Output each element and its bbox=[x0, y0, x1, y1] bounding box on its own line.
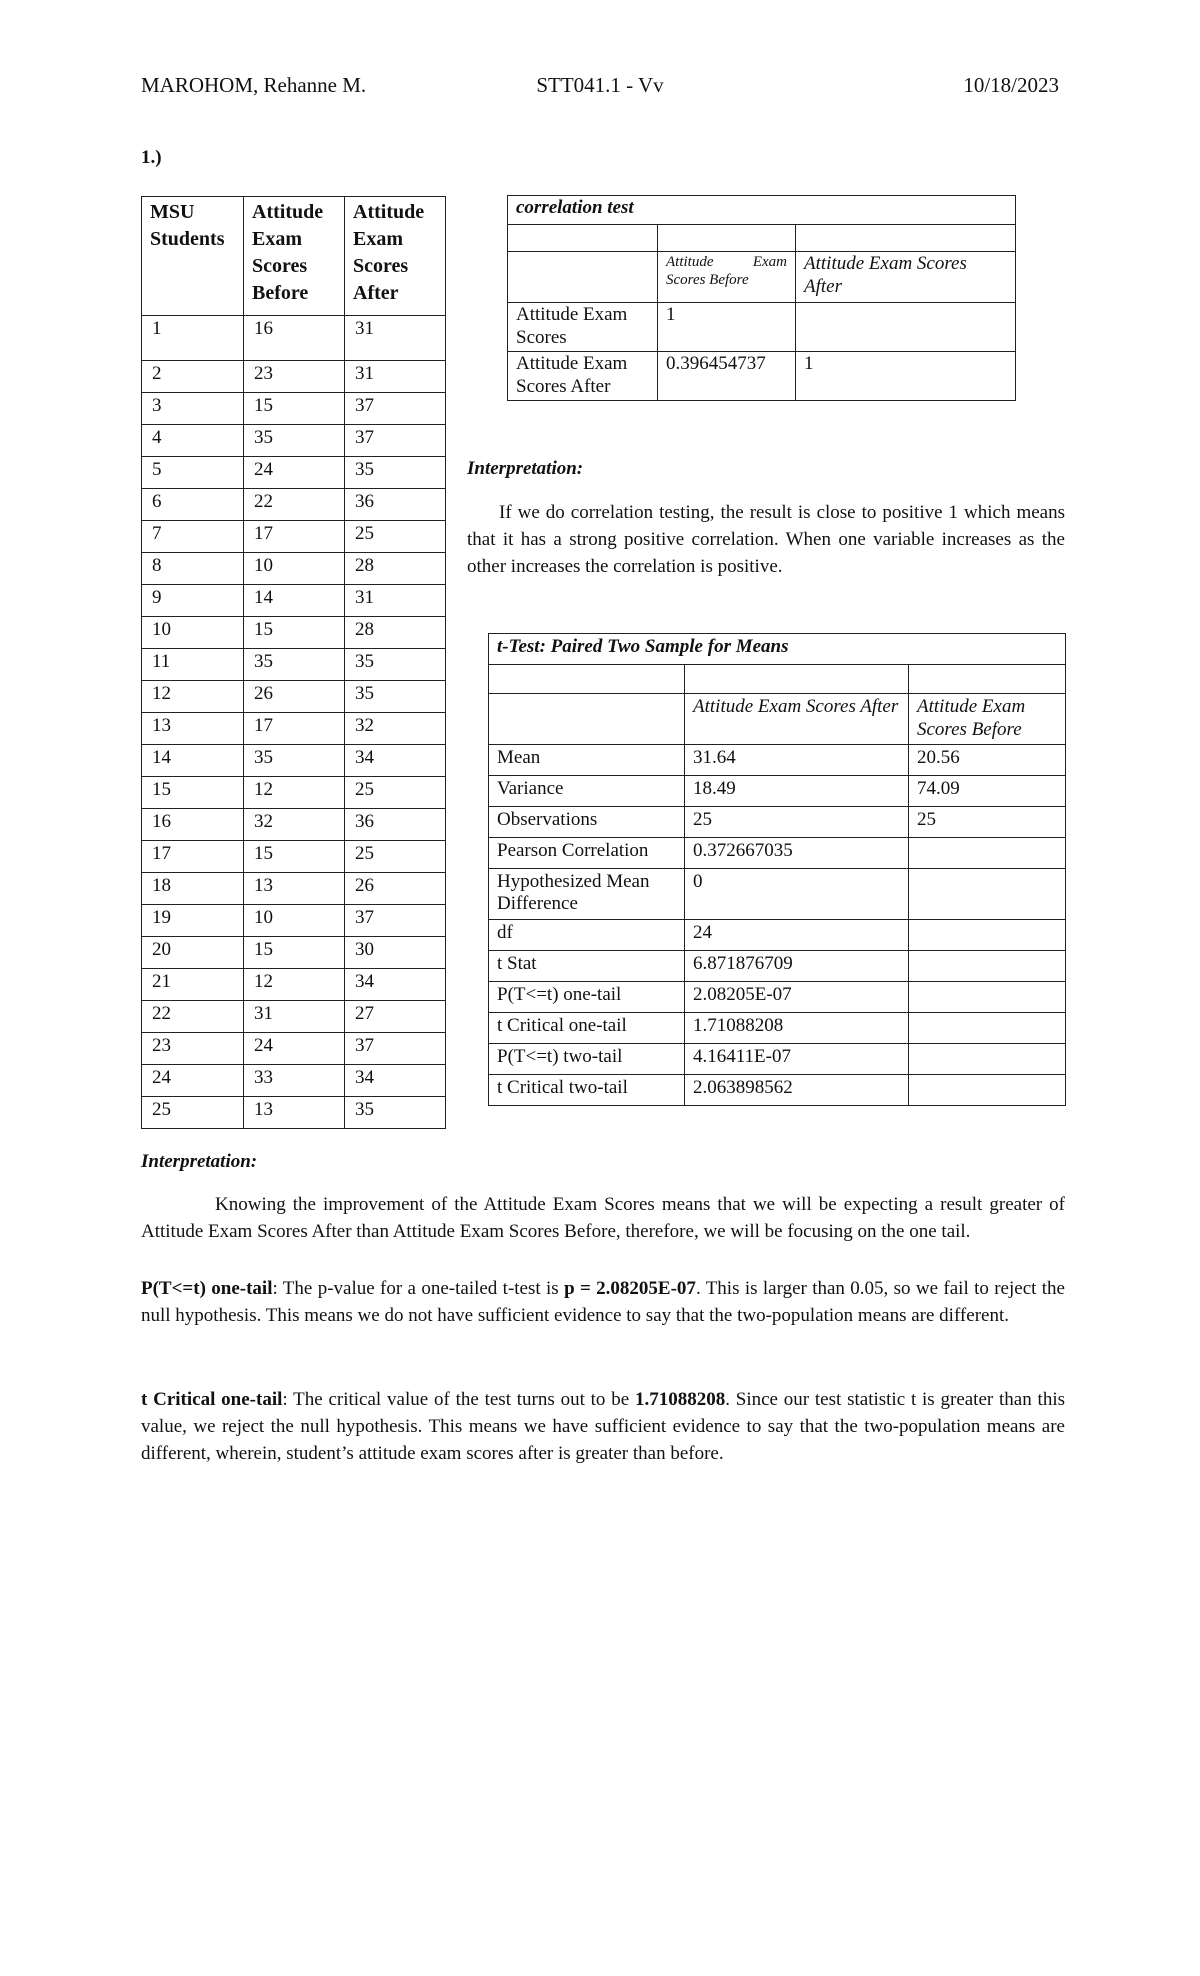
blank-cell bbox=[658, 225, 796, 252]
table-row bbox=[489, 1043, 1066, 1074]
score-after-cell: 34 bbox=[345, 969, 446, 1001]
score-after-cell: 25 bbox=[345, 521, 446, 553]
ttest-row-label: t Critical two-tail bbox=[489, 1074, 685, 1105]
corr-row2-label: Attitude Exam Scores After bbox=[508, 352, 658, 401]
table-row bbox=[142, 681, 446, 713]
author-name: MAROHOM, Rehanne M. bbox=[141, 73, 367, 97]
student-id-cell: 21 bbox=[142, 969, 244, 1001]
ttest-col-before: Attitude Exam Scores Before bbox=[909, 694, 1066, 745]
student-id-cell: 1 bbox=[142, 316, 244, 361]
blank-cell bbox=[489, 665, 685, 694]
blank-cell bbox=[685, 665, 909, 694]
corr-col-before: Attitude Exam Scores Before bbox=[658, 252, 796, 303]
document-date: 10/18/2023 bbox=[963, 73, 1059, 97]
score-before-cell: 14 bbox=[244, 585, 345, 617]
p3-bold-value: 1.71088208 bbox=[634, 1389, 726, 1410]
score-after-cell: 36 bbox=[345, 489, 446, 521]
score-after-cell: 25 bbox=[345, 841, 446, 873]
score-before-cell: 33 bbox=[244, 1065, 345, 1097]
score-after-cell: 35 bbox=[345, 649, 446, 681]
table-row bbox=[142, 841, 446, 873]
ttest-value-2 bbox=[909, 837, 1066, 868]
score-after-cell: 37 bbox=[345, 905, 446, 937]
student-id-cell: 17 bbox=[142, 841, 244, 873]
score-before-cell: 22 bbox=[244, 489, 345, 521]
table-row bbox=[142, 316, 446, 361]
student-id-cell: 20 bbox=[142, 937, 244, 969]
corr-row1-label: Attitude Exam Scores bbox=[508, 303, 658, 352]
page-header bbox=[141, 72, 1059, 100]
score-after-cell: 34 bbox=[345, 745, 446, 777]
table-row bbox=[142, 457, 446, 489]
ttest-value-1: 6.871876709 bbox=[685, 950, 909, 981]
student-id-cell: 4 bbox=[142, 425, 244, 457]
p2-label: P(T<=t) one-tail bbox=[141, 1278, 273, 1299]
ttest-row-label: P(T<=t) two-tail bbox=[489, 1043, 685, 1074]
student-id-cell: 19 bbox=[142, 905, 244, 937]
ttest-value-2: 20.56 bbox=[909, 744, 1066, 775]
score-after-cell: 37 bbox=[345, 1033, 446, 1065]
ttest-row-label: Observations bbox=[489, 806, 685, 837]
students-scores-table bbox=[141, 196, 446, 1129]
table-row bbox=[489, 868, 1066, 919]
ttest-value-1: 0.372667035 bbox=[685, 837, 909, 868]
score-before-cell: 10 bbox=[244, 905, 345, 937]
table-row bbox=[142, 649, 446, 681]
interpretation-title-2: Interpretation: bbox=[141, 1151, 258, 1172]
table-row bbox=[489, 837, 1066, 868]
score-after-cell: 35 bbox=[345, 457, 446, 489]
table-row bbox=[489, 919, 1066, 950]
table-row bbox=[142, 969, 446, 1001]
header-scores-after: Attitude Exam Scores After bbox=[345, 197, 446, 316]
ttest-value-1: 25 bbox=[685, 806, 909, 837]
student-id-cell: 6 bbox=[142, 489, 244, 521]
ttest-row-label: t Stat bbox=[489, 950, 685, 981]
interpretation-paragraph-2 bbox=[141, 1275, 1065, 1329]
score-before-cell: 16 bbox=[244, 316, 345, 361]
students-table-body bbox=[142, 316, 446, 1129]
score-before-cell: 15 bbox=[244, 937, 345, 969]
correlation-table bbox=[507, 195, 1016, 401]
header-msu-students: MSU Students bbox=[142, 197, 244, 316]
interpretation-paragraph-3 bbox=[141, 1386, 1065, 1467]
interpretation-paragraph-1: Knowing the improvement of the Attitude Exam Scores means that we will be expecting a result greater of Attitude Exam Scores After than Attitude Exam Scores Before, therefore, we will be focusing on the one tail. bbox=[141, 1194, 1065, 1242]
ttest-value-1: 24 bbox=[685, 919, 909, 950]
header-scores-before: Attitude Exam Scores Before bbox=[244, 197, 345, 316]
score-after-cell: 28 bbox=[345, 553, 446, 585]
score-after-cell: 32 bbox=[345, 713, 446, 745]
ttest-col-after: Attitude Exam Scores After bbox=[685, 694, 909, 745]
student-id-cell: 2 bbox=[142, 361, 244, 393]
table-row bbox=[142, 713, 446, 745]
student-id-cell: 24 bbox=[142, 1065, 244, 1097]
table-row bbox=[142, 937, 446, 969]
blank-cell bbox=[508, 252, 658, 303]
blank-cell bbox=[796, 303, 1016, 352]
student-id-cell: 13 bbox=[142, 713, 244, 745]
score-after-cell: 36 bbox=[345, 809, 446, 841]
p3-text-a: : The critical value of the test turns out to be bbox=[282, 1389, 635, 1410]
table-row bbox=[142, 585, 446, 617]
ttest-table bbox=[488, 633, 1066, 1106]
table-row bbox=[142, 393, 446, 425]
ttest-value-2 bbox=[909, 1043, 1066, 1074]
score-before-cell: 31 bbox=[244, 1001, 345, 1033]
course-code: STT041.1 - Vv bbox=[536, 73, 664, 97]
ttest-row-label: df bbox=[489, 919, 685, 950]
correlation-title: correlation test bbox=[508, 196, 1016, 225]
interpretation-title-1: Interpretation: bbox=[467, 458, 584, 479]
ttest-row-label: Mean bbox=[489, 744, 685, 775]
score-after-cell: 25 bbox=[345, 777, 446, 809]
ttest-value-2 bbox=[909, 1012, 1066, 1043]
score-after-cell: 37 bbox=[345, 393, 446, 425]
table-row bbox=[142, 873, 446, 905]
table-row bbox=[142, 617, 446, 649]
score-before-cell: 32 bbox=[244, 809, 345, 841]
ttest-value-1: 18.49 bbox=[685, 775, 909, 806]
table-row bbox=[142, 1097, 446, 1129]
ttest-title: t-Test: Paired Two Sample for Means bbox=[489, 634, 1066, 665]
table-row bbox=[142, 905, 446, 937]
corr-col-after: Attitude Exam Scores After bbox=[796, 252, 1016, 303]
score-before-cell: 24 bbox=[244, 457, 345, 489]
ttest-table-body bbox=[489, 744, 1066, 1105]
student-id-cell: 10 bbox=[142, 617, 244, 649]
score-before-cell: 35 bbox=[244, 745, 345, 777]
table-row bbox=[142, 489, 446, 521]
ttest-row-label: Hypothesized Mean Difference bbox=[489, 868, 685, 919]
score-before-cell: 35 bbox=[244, 649, 345, 681]
score-after-cell: 34 bbox=[345, 1065, 446, 1097]
blank-cell bbox=[909, 665, 1066, 694]
student-id-cell: 25 bbox=[142, 1097, 244, 1129]
score-after-cell: 31 bbox=[345, 585, 446, 617]
corr-row1-value: 1 bbox=[658, 303, 796, 352]
student-id-cell: 3 bbox=[142, 393, 244, 425]
student-id-cell: 7 bbox=[142, 521, 244, 553]
table-row bbox=[489, 1074, 1066, 1105]
ttest-value-2 bbox=[909, 981, 1066, 1012]
question-number: 1.) bbox=[141, 147, 162, 168]
ttest-value-2: 25 bbox=[909, 806, 1066, 837]
ttest-row-label: Variance bbox=[489, 775, 685, 806]
ttest-value-2 bbox=[909, 950, 1066, 981]
score-before-cell: 12 bbox=[244, 777, 345, 809]
score-before-cell: 12 bbox=[244, 969, 345, 1001]
p2-bold-value: p = 2.08205E-07 bbox=[564, 1278, 696, 1299]
ttest-row-label: t Critical one-tail bbox=[489, 1012, 685, 1043]
table-row bbox=[489, 806, 1066, 837]
ttest-value-1: 2.08205E-07 bbox=[685, 981, 909, 1012]
corr-row2-value2: 1 bbox=[796, 352, 1016, 401]
student-id-cell: 16 bbox=[142, 809, 244, 841]
ttest-row-label: Pearson Correlation bbox=[489, 837, 685, 868]
p2-text-a: : The p-value for a one-tailed t-test is bbox=[272, 1278, 565, 1299]
student-id-cell: 8 bbox=[142, 553, 244, 585]
score-after-cell: 31 bbox=[345, 361, 446, 393]
student-id-cell: 22 bbox=[142, 1001, 244, 1033]
score-after-cell: 27 bbox=[345, 1001, 446, 1033]
score-after-cell: 37 bbox=[345, 425, 446, 457]
table-header-row bbox=[142, 197, 446, 316]
table-row bbox=[142, 553, 446, 585]
table-row bbox=[142, 809, 446, 841]
blank-cell bbox=[489, 694, 685, 745]
table-row bbox=[489, 981, 1066, 1012]
score-after-cell: 35 bbox=[345, 681, 446, 713]
ttest-value-1: 31.64 bbox=[685, 744, 909, 775]
student-id-cell: 5 bbox=[142, 457, 244, 489]
score-after-cell: 30 bbox=[345, 937, 446, 969]
table-row bbox=[142, 1033, 446, 1065]
score-after-cell: 26 bbox=[345, 873, 446, 905]
ttest-value-1: 0 bbox=[685, 868, 909, 919]
ttest-value-1: 2.063898562 bbox=[685, 1074, 909, 1105]
table-row bbox=[489, 950, 1066, 981]
student-id-cell: 9 bbox=[142, 585, 244, 617]
corr-row2-value1: 0.396454737 bbox=[658, 352, 796, 401]
score-before-cell: 17 bbox=[244, 521, 345, 553]
score-before-cell: 10 bbox=[244, 553, 345, 585]
table-row bbox=[489, 775, 1066, 806]
student-id-cell: 23 bbox=[142, 1033, 244, 1065]
score-before-cell: 26 bbox=[244, 681, 345, 713]
student-id-cell: 18 bbox=[142, 873, 244, 905]
score-before-cell: 13 bbox=[244, 1097, 345, 1129]
table-row bbox=[142, 745, 446, 777]
table-row bbox=[142, 1065, 446, 1097]
table-row bbox=[489, 1012, 1066, 1043]
ttest-value-1: 4.16411E-07 bbox=[685, 1043, 909, 1074]
score-before-cell: 13 bbox=[244, 873, 345, 905]
score-before-cell: 35 bbox=[244, 425, 345, 457]
score-before-cell: 24 bbox=[244, 1033, 345, 1065]
p2-text-b: . This is larger than 0.05, so we fail to reject the null hypothesis. This means we do not have sufficient evidence to say that the two-population means are different. bbox=[141, 1278, 1065, 1326]
ttest-value-1: 1.71088208 bbox=[685, 1012, 909, 1043]
ttest-value-2 bbox=[909, 919, 1066, 950]
score-after-cell: 31 bbox=[345, 316, 446, 361]
score-before-cell: 17 bbox=[244, 713, 345, 745]
ttest-value-2 bbox=[909, 1074, 1066, 1105]
table-row bbox=[142, 1001, 446, 1033]
table-row bbox=[142, 521, 446, 553]
score-before-cell: 23 bbox=[244, 361, 345, 393]
score-before-cell: 15 bbox=[244, 393, 345, 425]
table-row bbox=[489, 744, 1066, 775]
score-after-cell: 35 bbox=[345, 1097, 446, 1129]
table-row bbox=[142, 361, 446, 393]
student-id-cell: 14 bbox=[142, 745, 244, 777]
ttest-row-label: P(T<=t) one-tail bbox=[489, 981, 685, 1012]
p3-text-b: . Since our test statistic t is greater than this value, we reject the null hypothesis. This means we have sufficient evidence to say that the two-population means are different, wherein, student’s attitude exam scores after is greater than before. bbox=[141, 1389, 1065, 1464]
table-row bbox=[142, 425, 446, 457]
score-before-cell: 15 bbox=[244, 841, 345, 873]
ttest-value-2: 74.09 bbox=[909, 775, 1066, 806]
table-row bbox=[142, 777, 446, 809]
interpretation-text-1: If we do correlation testing, the result is close to positive 1 which means that it has a strong positive correlation. When one variable increases as the other increases the correlation is positive. bbox=[467, 502, 1065, 577]
blank-cell bbox=[796, 225, 1016, 252]
student-id-cell: 12 bbox=[142, 681, 244, 713]
student-id-cell: 15 bbox=[142, 777, 244, 809]
ttest-value-2 bbox=[909, 868, 1066, 919]
blank-cell bbox=[508, 225, 658, 252]
student-id-cell: 11 bbox=[142, 649, 244, 681]
score-after-cell: 28 bbox=[345, 617, 446, 649]
score-before-cell: 15 bbox=[244, 617, 345, 649]
p3-label: t Critical one-tail bbox=[141, 1389, 283, 1410]
